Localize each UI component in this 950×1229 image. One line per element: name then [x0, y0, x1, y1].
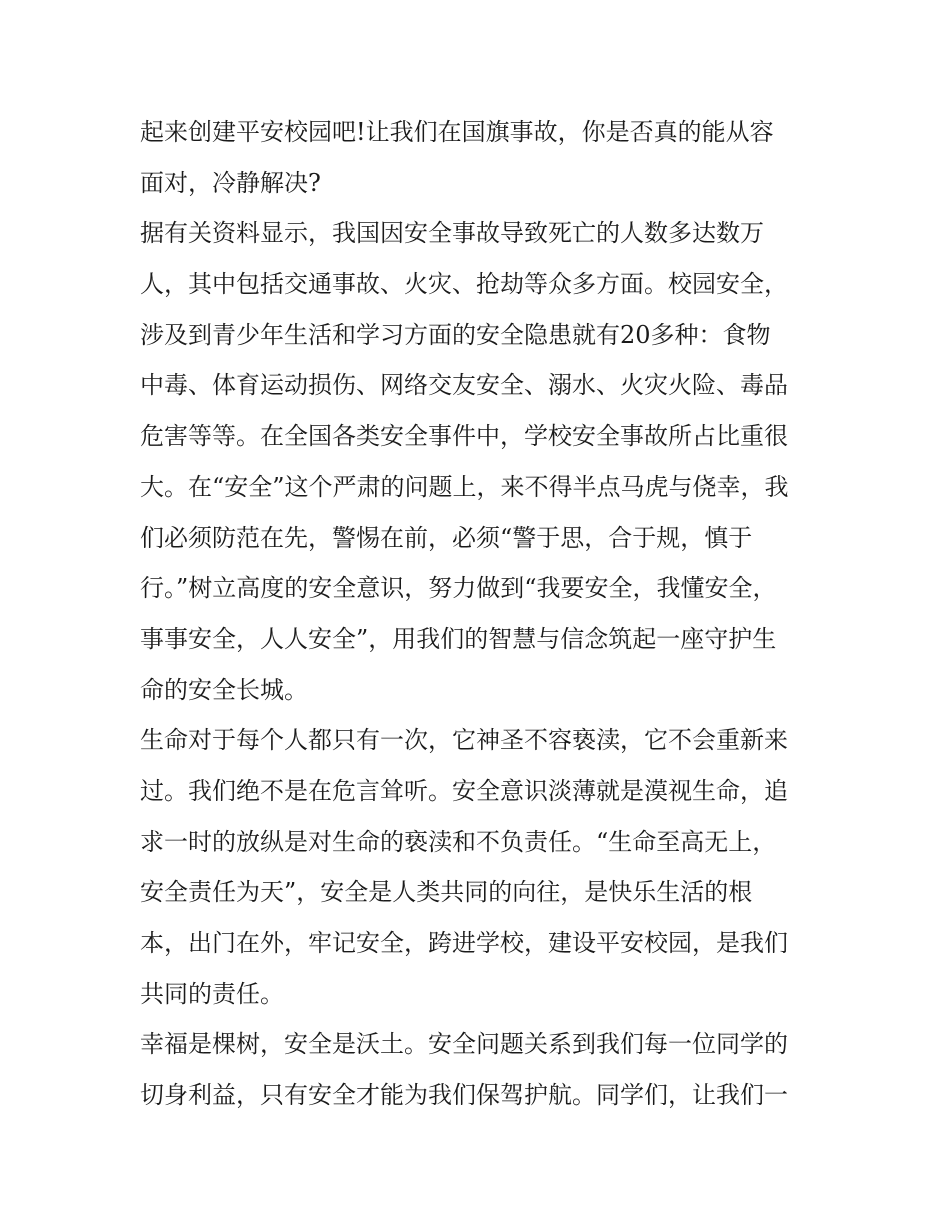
text-line: 安全责任为天”，安全是人类共同的向往，是快乐生活的根 [140, 878, 753, 907]
text-line: 起来创建平安校园吧!让我们在国旗事故，你是否真的能从容 [140, 118, 774, 146]
text-line: 本，出门在外，牢记安全，跨进学校，建设平安校园，是我们 [140, 929, 788, 957]
text-line: 过。我们绝不是在危言耸听。安全意识淡薄就是漠视生命，追 [140, 776, 788, 805]
text-line: 危害等等。在全国各类安全事件中，学校安全事故所占比重很 [140, 422, 788, 451]
text-line: 大。在“安全”这个严肃的问题上，来不得半点马虎与侥幸，我 [140, 472, 789, 501]
text-line: 共同的责任。 [140, 979, 284, 1008]
text-line: 事事安全，人人安全”，用我们的智慧与信念筑起一座守护生 [140, 624, 777, 653]
text-line: 命的安全长城。 [140, 675, 308, 704]
text-line: 人，其中包括交通事故、火灾、抢劫等众多方面。校园安全， [140, 270, 788, 299]
text-line: 中毒、体育运动损伤、网络交友安全、溺水、火灾火险、毒品 [140, 371, 788, 400]
text-line: 切身利益，只有安全才能为我们保驾护航。同学们，让我们一 [140, 1081, 788, 1110]
text-line: 求一时的放纵是对生命的亵渎和不负责任。“生命至高无上， [140, 827, 777, 856]
text-line: 幸福是棵树，安全是沃土。安全问题关系到我们每一位同学的 [140, 1030, 788, 1059]
text-line: 据有关资料显示，我国因安全事故导致死亡的人数多达数万 [140, 219, 764, 248]
text-line: 面对，冷静解决? [140, 168, 321, 197]
text-line: 涉及到青少年生活和学习方面的安全隐患就有20多种：食物 [140, 320, 771, 349]
text-line: 行。”树立高度的安全意识，努力做到“我要安全，我懂安全， [140, 574, 777, 603]
body-text [140, 107, 820, 1121]
text-line: 们必须防范在先，警惕在前，必须“警于思，合于规，慎于 [140, 523, 753, 552]
text-line: 生命对于每个人都只有一次，它神圣不容亵渎，它不会重新来 [140, 726, 788, 755]
